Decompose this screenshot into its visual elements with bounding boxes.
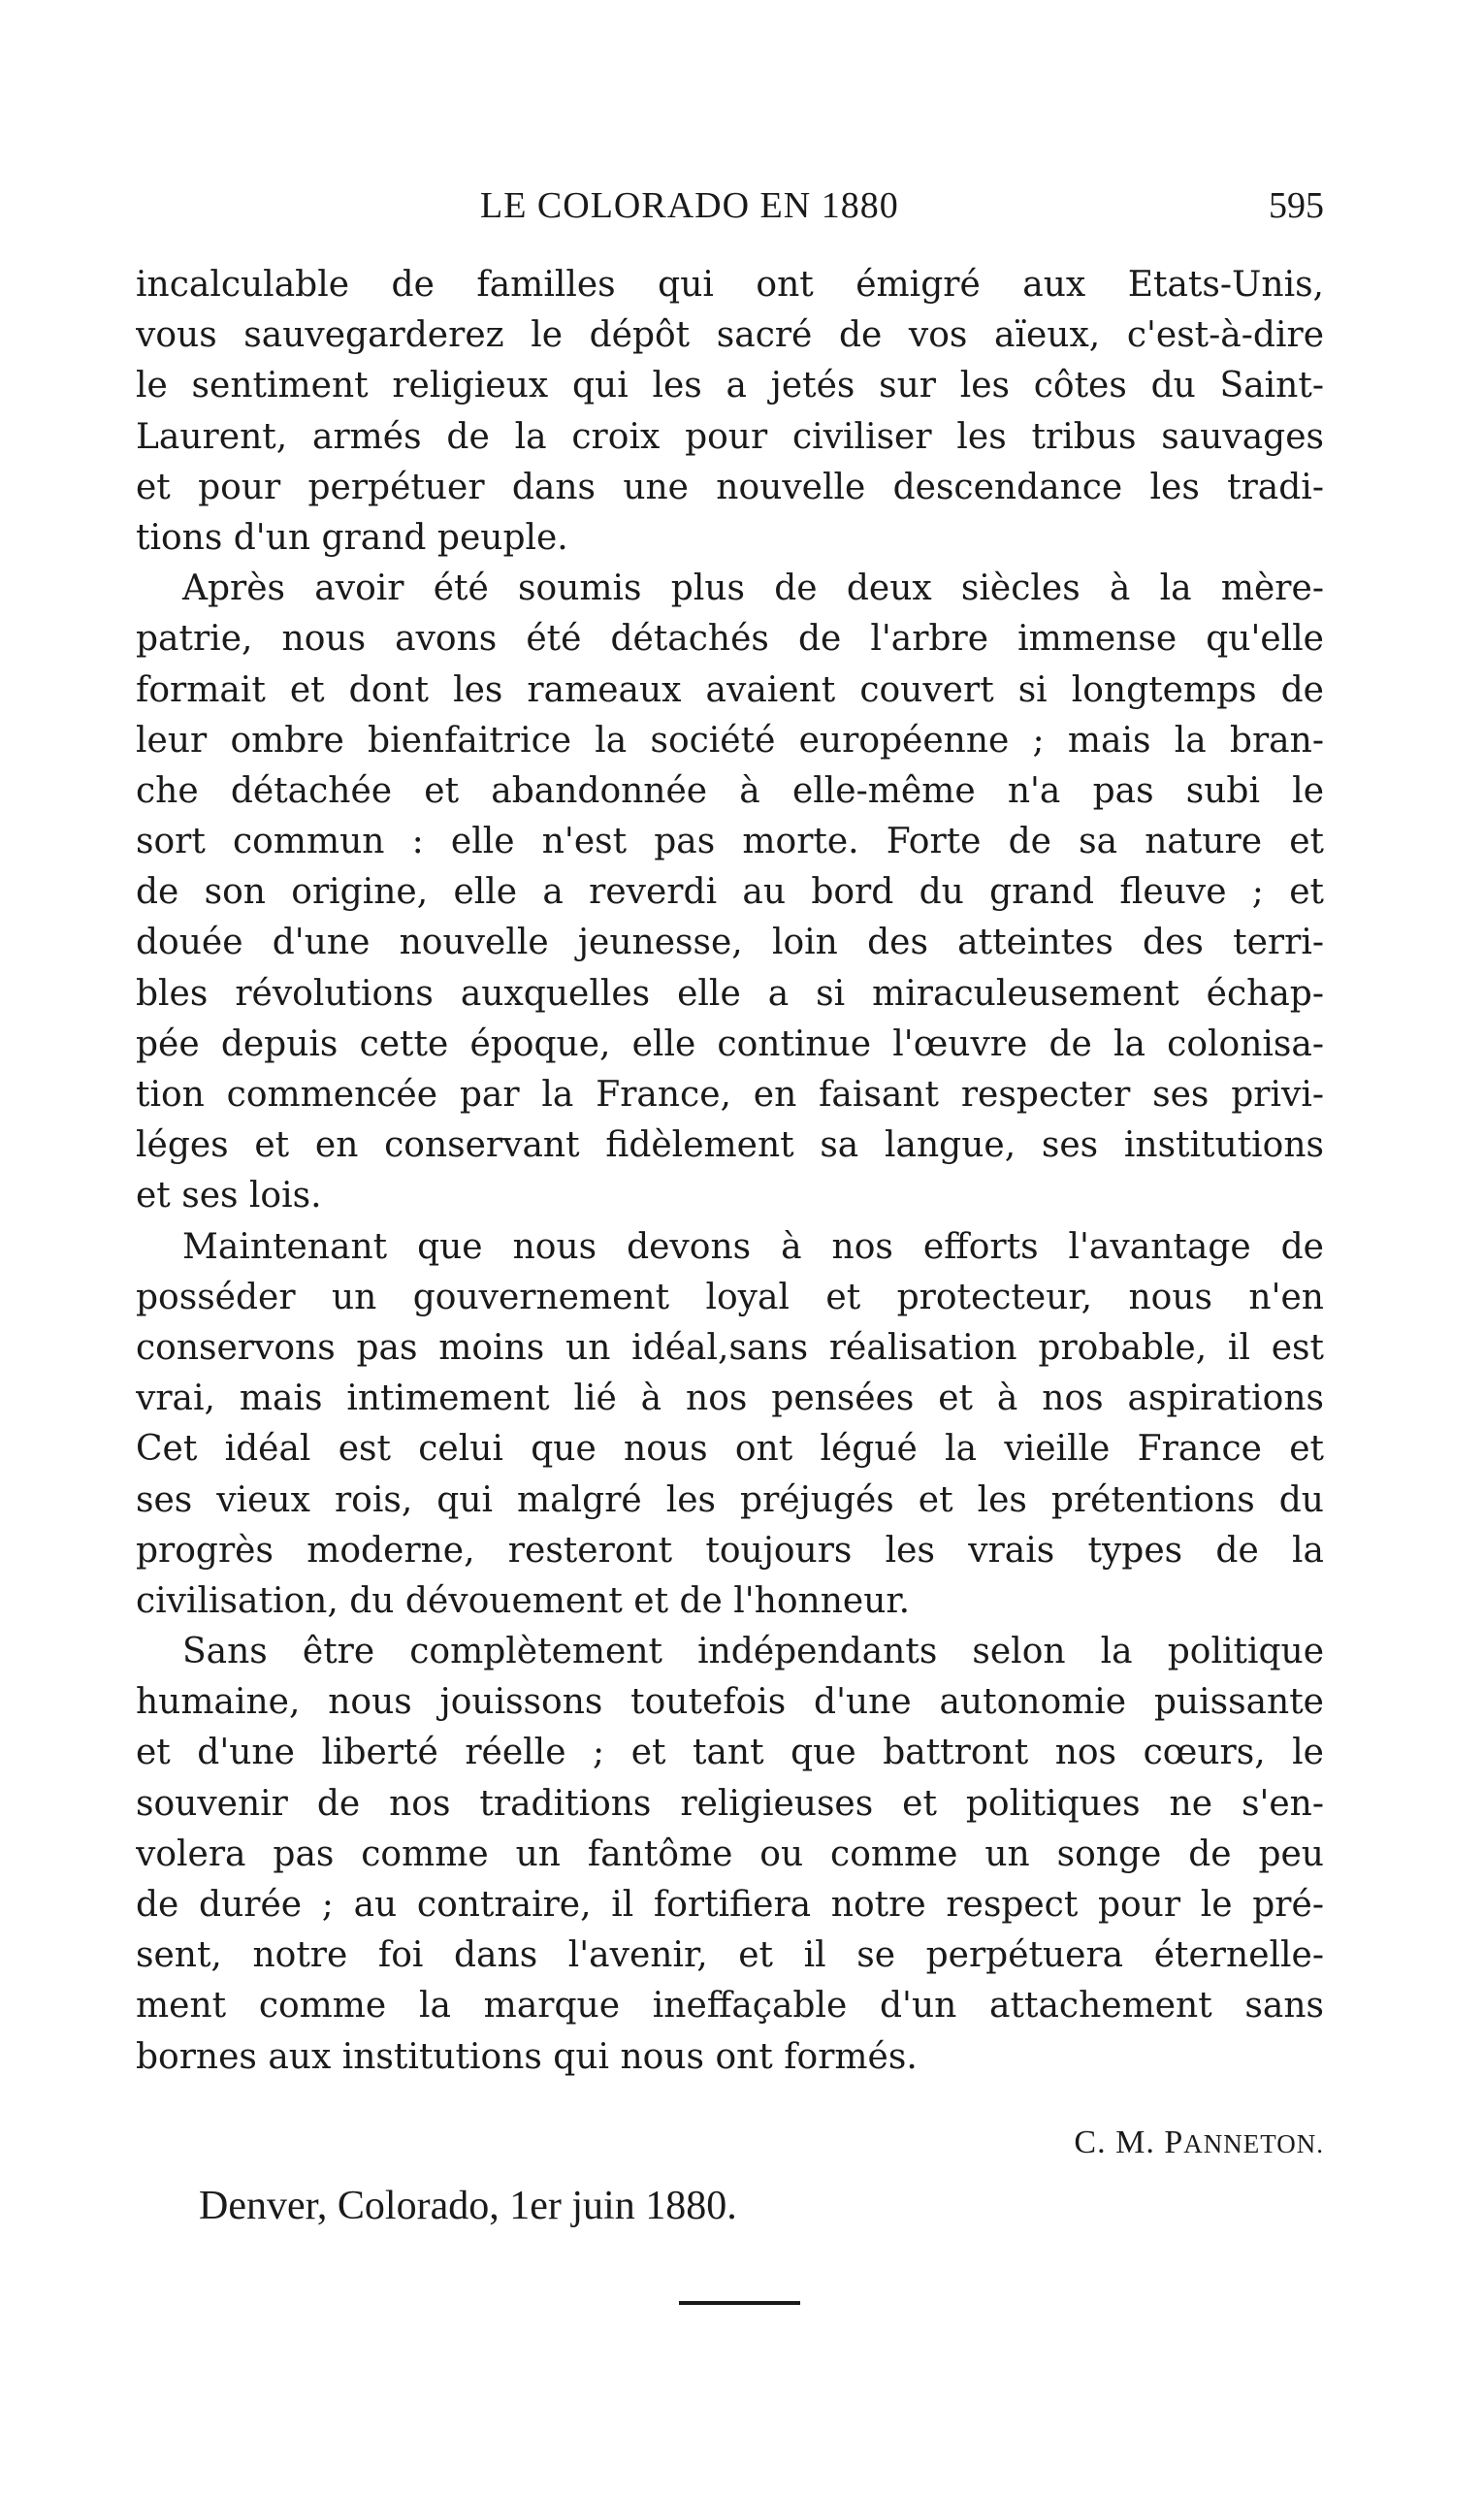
page-header: [136, 184, 1324, 233]
text-line: Sans être complètement indépendants selon la politique: [182, 1632, 1324, 1672]
page-number: 595: [1269, 185, 1324, 226]
text-line: vous sauvegarderez le dépôt sacré de vos aïeux, c'est-à-dire: [136, 315, 1324, 356]
text-line: et pour perpétuer dans une nouvelle descendance les tradi-: [136, 467, 1324, 507]
text-line: che détachée et abandonnée à elle-même n'a pas subi le: [136, 770, 1324, 811]
text-line: sort commun : elle n'est pas morte. Forte de sa nature et: [136, 822, 1324, 862]
author-signature: [1074, 2124, 1324, 2161]
text-line: progrès moderne, resteront toujours les vrais types de la: [136, 1530, 1324, 1571]
text-line: volera pas comme un fantôme ou comme un songe de peu: [136, 1833, 1324, 1874]
text-line: conservons pas moins un idéal,sans réalisation probable, il est: [136, 1327, 1324, 1368]
text-line: et ses lois.: [136, 1176, 322, 1216]
text-line: ses vieux rois, qui malgré les préjugés et les prétentions du: [136, 1479, 1324, 1520]
text-line: pée depuis cette époque, elle continue l'œuvre de la colonisa-: [136, 1023, 1324, 1064]
text-line: bles révolutions auxquelles elle a si miraculeusement échap-: [136, 973, 1324, 1014]
dateline: Denver, Colorado, 1er juin 1880.: [199, 2184, 737, 2228]
text-line: douée d'une nouvelle jeunesse, loin des atteintes des terri-: [136, 923, 1324, 963]
text-line: sent, notre foi dans l'avenir, et il se perpétuera éternelle-: [136, 1935, 1324, 1976]
text-line: tion commencée par la France, en faisant respecter ses privi-: [136, 1075, 1324, 1115]
text-line: Cet idéal est celui que nous ont légué la vieille France et: [136, 1429, 1324, 1470]
body-text: [136, 260, 1324, 2083]
text-line: et d'une liberté réelle ; et tant que battront nos cœurs, le: [136, 1733, 1324, 1773]
text-line: souvenir de nos traditions religieuses et politiques ne s'en-: [136, 1783, 1324, 1824]
text-line: tions d'un grand peuple.: [136, 517, 568, 558]
signature-initials: C. M. P: [1074, 2124, 1184, 2160]
end-rule: [679, 2301, 800, 2305]
text-line: formait et dont les rameaux avaient couvert si longtemps de: [136, 669, 1324, 710]
text-line: de durée ; au contraire, il fortifiera notre respect pour le pré-: [136, 1885, 1324, 1925]
text-line: patrie, nous avons été détachés de l'arbre immense qu'elle: [136, 619, 1324, 660]
text-line: leur ombre bienfaitrice la société européenne ; mais la bran-: [136, 720, 1324, 761]
text-line: bornes aux institutions qui nous ont formés.: [136, 2036, 918, 2077]
text-line: civilisation, du dévouement et de l'honneur.: [136, 1580, 911, 1621]
signature-surname: ANNETON.: [1183, 2129, 1324, 2158]
text-line: Maintenant que nous devons à nos efforts l'avantage de: [182, 1226, 1324, 1267]
text-line: humaine, nous jouissons toutefois d'une autonomie puissante: [136, 1682, 1324, 1723]
text-line: vrai, mais intimement lié à nos pensées et à nos aspirations: [136, 1378, 1324, 1419]
text-line: Après avoir été soumis plus de deux siècles à la mère-: [182, 568, 1324, 609]
text-line: léges et en conservant fidèlement sa langue, ses institutions: [136, 1125, 1324, 1166]
text-line: Laurent, armés de la croix pour civiliser les tribus sauvages: [136, 416, 1324, 457]
text-line: ment comme la marque ineffaçable d'un attachement sans: [136, 1986, 1324, 2027]
text-line: le sentiment religieux qui les a jetés sur les côtes du Saint-: [136, 366, 1324, 406]
text-line: incalculable de familles qui ont émigré aux Etats-Unis,: [136, 265, 1324, 305]
text-line: posséder un gouvernement loyal et protecteur, nous n'en: [136, 1277, 1324, 1317]
text-line: de son origine, elle a reverdi au bord du grand fleuve ; et: [136, 872, 1324, 913]
running-title: LE COLORADO EN 1880: [480, 185, 899, 226]
